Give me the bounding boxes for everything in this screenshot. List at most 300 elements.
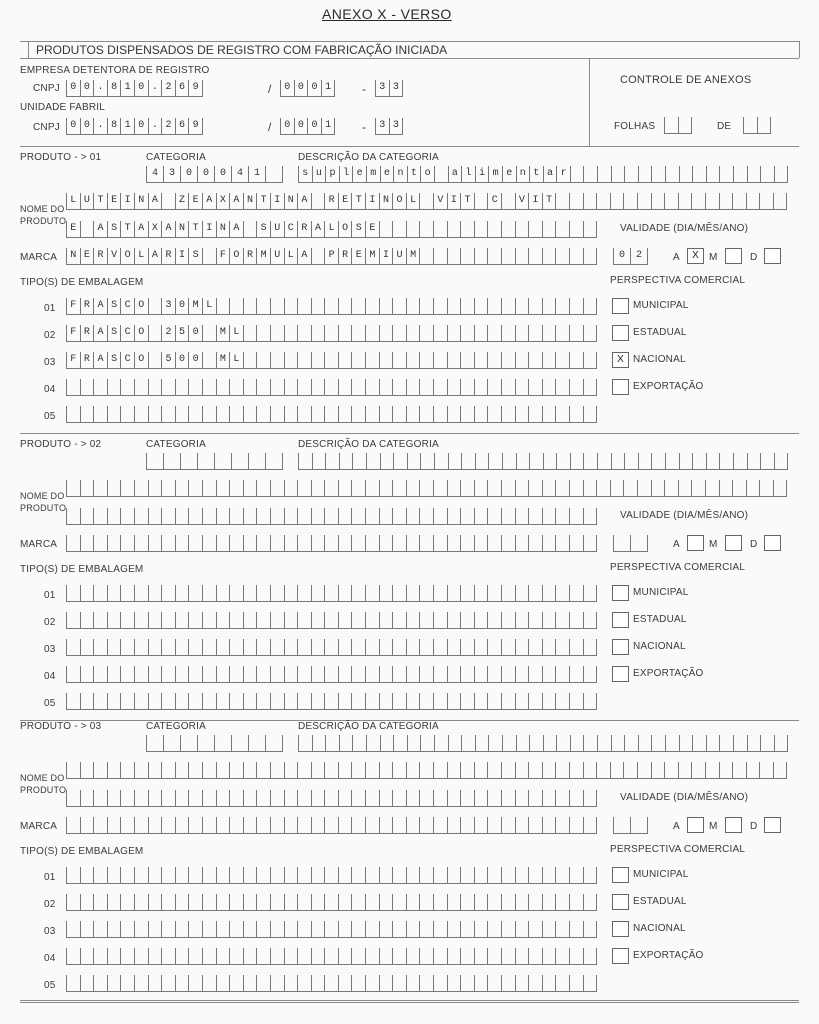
char-cell (474, 535, 488, 552)
embalagem-row-number: 03 (44, 926, 56, 937)
char-cell (297, 379, 311, 396)
char-cell (161, 639, 175, 656)
char-cell (148, 894, 162, 911)
validade-a-label: A (673, 252, 680, 263)
validade-ano-checkbox[interactable] (687, 535, 704, 551)
char-cell (743, 117, 757, 134)
char-cell (433, 535, 447, 552)
char-cell (120, 508, 134, 525)
char-cell (351, 867, 365, 884)
char-cell: V (433, 193, 447, 210)
char-cell: 2 (161, 118, 175, 135)
char-cell (161, 921, 175, 938)
char-cell (134, 693, 148, 710)
char-cell (460, 867, 474, 884)
char-cell (433, 948, 447, 965)
char-cell (705, 762, 719, 779)
char-cell (433, 248, 447, 265)
char-cell (202, 921, 216, 938)
char-cell (447, 379, 461, 396)
char-cell (460, 948, 474, 965)
char-cell: T (188, 221, 202, 238)
char-cell (365, 666, 379, 683)
empresa-cnpj-c[interactable] (375, 80, 403, 97)
nome-field-line2[interactable] (66, 221, 597, 238)
categoria-field[interactable] (146, 735, 283, 752)
char-cell (392, 325, 406, 342)
char-cell (216, 508, 230, 525)
char-cell (460, 666, 474, 683)
char-cell (542, 508, 556, 525)
char-cell (474, 352, 488, 369)
embalagem-field-2[interactable] (66, 612, 597, 629)
char-cell (216, 480, 230, 497)
char-cell (80, 790, 94, 807)
char-cell (161, 975, 175, 992)
char-cell (161, 948, 175, 965)
char-cell (93, 790, 107, 807)
descricao-field[interactable] (298, 453, 788, 470)
char-cell (256, 639, 270, 656)
perspectiva-municipal-checkbox[interactable] (612, 585, 629, 601)
de-field[interactable] (743, 117, 771, 134)
char-cell (487, 948, 501, 965)
folhas-label: FOLHAS (614, 121, 656, 132)
char-cell (107, 693, 121, 710)
descricao-field[interactable] (298, 166, 788, 183)
char-cell (515, 762, 529, 779)
char-cell (570, 735, 584, 752)
char-cell (161, 508, 175, 525)
perspectiva-nacional-label: NACIONAL (633, 923, 686, 934)
char-cell (107, 762, 121, 779)
validade-number-field[interactable] (613, 248, 648, 265)
char-cell (146, 453, 163, 470)
char-cell: T (120, 221, 134, 238)
unidade-cnpj-c[interactable] (375, 118, 403, 135)
perspectiva-nacional-checkbox[interactable] (612, 921, 629, 937)
char-cell (161, 612, 175, 629)
char-cell (243, 817, 257, 834)
char-cell (516, 735, 530, 752)
perspectiva-municipal-checkbox[interactable] (612, 867, 629, 883)
embalagem-field-1[interactable] (66, 298, 597, 315)
char-cell (569, 921, 583, 938)
char-cell (297, 817, 311, 834)
char-cell (93, 508, 107, 525)
char-cell (284, 817, 298, 834)
char-cell (338, 693, 352, 710)
nome-label-1: NOME DO (20, 773, 65, 783)
char-cell (297, 975, 311, 992)
char-cell (265, 735, 282, 752)
char-cell (447, 693, 461, 710)
char-cell (638, 453, 652, 470)
embalagem-field-5[interactable] (66, 406, 597, 423)
char-cell (569, 193, 583, 210)
char-cell (338, 535, 352, 552)
char-cell (311, 975, 325, 992)
nome-field-line2[interactable] (66, 508, 597, 525)
char-cell: N (216, 221, 230, 238)
char-cell (298, 735, 312, 752)
char-cell (691, 480, 705, 497)
char-cell (380, 735, 394, 752)
char-cell (419, 325, 433, 342)
char-cell (679, 166, 693, 183)
char-cell (569, 325, 583, 342)
char-cell (474, 325, 488, 342)
nome-field-line1[interactable] (66, 193, 787, 210)
char-cell (706, 735, 720, 752)
char-cell (120, 535, 134, 552)
char-cell (488, 453, 502, 470)
char-cell: 2 (161, 325, 175, 342)
perspectiva-nacional-checkbox[interactable]: X (612, 352, 629, 368)
perspectiva-municipal-label: MUNICIPAL (633, 869, 689, 880)
char-cell (392, 975, 406, 992)
char-cell (487, 639, 501, 656)
perspectiva-estadual-checkbox[interactable] (612, 894, 629, 910)
embalagem-field-3[interactable] (66, 352, 597, 369)
validade-mes-checkbox[interactable] (725, 248, 742, 264)
char-cell (80, 693, 94, 710)
char-cell (460, 535, 474, 552)
descricao-field[interactable] (298, 735, 788, 752)
char-cell (583, 817, 597, 834)
char-cell: R (80, 325, 94, 342)
char-cell (188, 948, 202, 965)
char-cell (555, 508, 569, 525)
char-cell (270, 867, 284, 884)
embalagem-field-2[interactable] (66, 325, 597, 342)
char-cell (243, 612, 257, 629)
char-cell (611, 453, 625, 470)
marca-field[interactable] (66, 817, 597, 834)
char-cell: 8 (107, 80, 121, 97)
validade-number-field[interactable] (613, 535, 648, 552)
unidade-cnpj-a[interactable] (66, 118, 203, 135)
char-cell (134, 406, 148, 423)
char-cell (528, 921, 542, 938)
categoria-label: CATEGORIA (146, 439, 206, 450)
folhas-field[interactable] (664, 117, 692, 134)
char-cell (515, 867, 529, 884)
char-cell (80, 817, 94, 834)
embalagem-field-1[interactable] (66, 867, 597, 884)
char-cell (583, 193, 597, 210)
validade-a-label: A (673, 539, 680, 550)
char-cell (80, 894, 94, 911)
char-cell: M (365, 248, 379, 265)
char-cell (365, 693, 379, 710)
char-cell (719, 735, 733, 752)
nome-label-1: NOME DO (20, 204, 65, 214)
char-cell: E (188, 193, 202, 210)
char-cell (706, 166, 720, 183)
char-cell (569, 975, 583, 992)
controle-title: CONTROLE DE ANEXOS (620, 74, 752, 86)
embalagem-field-5[interactable] (66, 975, 597, 992)
char-cell: F (66, 352, 80, 369)
char-cell (732, 762, 746, 779)
tipos-label: TIPO(S) DE EMBALAGEM (20, 846, 144, 857)
char-cell (256, 352, 270, 369)
char-cell (528, 975, 542, 992)
char-cell (351, 894, 365, 911)
char-cell (161, 790, 175, 807)
char-cell (759, 193, 773, 210)
char-cell (433, 379, 447, 396)
categoria-field[interactable] (146, 453, 283, 470)
char-cell (284, 535, 298, 552)
char-cell (460, 639, 474, 656)
char-cell (188, 508, 202, 525)
char-cell (66, 406, 80, 423)
validade-dia-checkbox[interactable] (764, 535, 781, 551)
char-cell (406, 639, 420, 656)
char-cell (419, 585, 433, 602)
embalagem-row-number: 03 (44, 357, 56, 368)
perspectiva-municipal-checkbox[interactable] (612, 298, 629, 314)
char-cell: A (297, 193, 311, 210)
char-cell: E (338, 193, 352, 210)
char-cell (515, 352, 529, 369)
char-cell (406, 352, 420, 369)
marca-field[interactable] (66, 248, 597, 265)
categoria-label: CATEGORIA (146, 721, 206, 732)
char-cell (229, 535, 243, 552)
char-cell (270, 921, 284, 938)
char-cell (148, 867, 162, 884)
char-cell (284, 585, 298, 602)
char-cell (555, 975, 569, 992)
char-cell: E (365, 221, 379, 238)
char-cell (705, 193, 719, 210)
char-cell (433, 867, 447, 884)
perspectiva-nacional-checkbox[interactable] (612, 639, 629, 655)
char-cell (719, 166, 733, 183)
char-cell: S (351, 221, 365, 238)
char-cell (256, 762, 270, 779)
char-cell: m (488, 166, 502, 183)
empresa-cnpj-a[interactable] (66, 80, 203, 97)
nome-field-line1[interactable] (66, 762, 787, 779)
validade-ano-checkbox[interactable] (687, 817, 704, 833)
perspectiva-estadual-label: ESTADUAL (633, 614, 687, 625)
char-cell (148, 508, 162, 525)
embalagem-field-2[interactable] (66, 894, 597, 911)
char-cell (175, 535, 189, 552)
char-cell (433, 585, 447, 602)
char-cell (243, 585, 257, 602)
char-cell (447, 585, 461, 602)
char-cell (270, 975, 284, 992)
perspectiva-estadual-checkbox[interactable] (612, 325, 629, 341)
char-cell (188, 762, 202, 779)
char-cell (542, 379, 556, 396)
char-cell (447, 480, 461, 497)
char-cell (433, 612, 447, 629)
char-cell (555, 325, 569, 342)
char-cell (66, 666, 80, 683)
char-cell (324, 352, 338, 369)
char-cell (243, 975, 257, 992)
char-cell (161, 867, 175, 884)
char-cell: U (270, 221, 284, 238)
validade-number-field[interactable] (613, 817, 648, 834)
char-cell (365, 508, 379, 525)
char-cell (365, 948, 379, 965)
char-cell (338, 508, 352, 525)
char-cell (324, 762, 338, 779)
char-cell (66, 535, 80, 552)
empresa-cnpj-b[interactable] (280, 80, 335, 97)
char-cell (555, 921, 569, 938)
char-cell (528, 612, 542, 629)
char-cell (433, 221, 447, 238)
embalagem-field-5[interactable] (66, 693, 597, 710)
char-cell: O (229, 248, 243, 265)
validade-mes-checkbox[interactable] (725, 535, 742, 551)
char-cell (338, 298, 352, 315)
char-cell (433, 639, 447, 656)
char-cell (773, 480, 787, 497)
char-cell (528, 817, 542, 834)
char-cell (613, 535, 630, 552)
validade-mes-checkbox[interactable] (725, 817, 742, 833)
char-cell (338, 352, 352, 369)
char-cell (706, 453, 720, 470)
char-cell (555, 693, 569, 710)
unidade-cnpj-b[interactable] (280, 118, 335, 135)
validade-dia-checkbox[interactable] (764, 817, 781, 833)
categoria-field[interactable] (146, 166, 283, 183)
marca-field[interactable] (66, 535, 597, 552)
char-cell (542, 406, 556, 423)
char-cell (747, 453, 761, 470)
char-cell (569, 298, 583, 315)
char-cell (161, 535, 175, 552)
char-cell (630, 817, 647, 834)
char-cell (379, 406, 393, 423)
char-cell (392, 666, 406, 683)
embalagem-field-4[interactable] (66, 666, 597, 683)
char-cell (229, 612, 243, 629)
char-cell (542, 817, 556, 834)
char-cell (338, 406, 352, 423)
char-cell (66, 867, 80, 884)
char-cell (556, 453, 570, 470)
char-cell (583, 894, 597, 911)
perspectiva-estadual-checkbox[interactable] (612, 612, 629, 628)
perspectiva-municipal-label: MUNICIPAL (633, 587, 689, 598)
char-cell (419, 921, 433, 938)
char-cell: e (502, 166, 516, 183)
char-cell: R (161, 248, 175, 265)
validade-ano-checkbox[interactable]: X (687, 248, 704, 264)
char-cell (515, 693, 529, 710)
char-cell (284, 867, 298, 884)
char-cell (284, 379, 298, 396)
char-cell (407, 453, 421, 470)
char-cell (501, 379, 515, 396)
char-cell (569, 693, 583, 710)
char-cell (569, 406, 583, 423)
char-cell: 3 (161, 298, 175, 315)
embalagem-field-3[interactable] (66, 921, 597, 938)
validade-dia-checkbox[interactable] (764, 248, 781, 264)
perspectiva-exportacao-checkbox[interactable] (612, 379, 629, 395)
perspectiva-nacional-label: NACIONAL (633, 354, 686, 365)
char-cell (528, 762, 542, 779)
char-cell: A (134, 221, 148, 238)
char-cell (583, 921, 597, 938)
char-cell (637, 193, 651, 210)
char-cell (311, 639, 325, 656)
char-cell (216, 612, 230, 629)
embalagem-field-1[interactable] (66, 585, 597, 602)
char-cell: 3 (375, 80, 389, 97)
char-cell (665, 166, 679, 183)
char-cell (773, 193, 787, 210)
char-cell (542, 666, 556, 683)
char-cell (324, 406, 338, 423)
char-cell (542, 921, 556, 938)
char-cell (447, 535, 461, 552)
char-cell (229, 790, 243, 807)
embalagem-field-4[interactable] (66, 948, 597, 965)
char-cell (392, 762, 406, 779)
char-cell (284, 762, 298, 779)
char-cell (256, 535, 270, 552)
char-cell (447, 921, 461, 938)
char-cell (379, 535, 393, 552)
char-cell (528, 298, 542, 315)
char-cell (202, 379, 216, 396)
char-cell (679, 735, 693, 752)
perspectiva-exportacao-checkbox[interactable] (612, 948, 629, 964)
char-cell (433, 762, 447, 779)
char-cell: 0 (294, 80, 308, 97)
char-cell (351, 666, 365, 683)
char-cell: O (134, 325, 148, 342)
char-cell (433, 921, 447, 938)
nome-field-line1[interactable] (66, 480, 787, 497)
char-cell (447, 639, 461, 656)
char-cell (324, 975, 338, 992)
char-cell (134, 867, 148, 884)
char-cell (188, 666, 202, 683)
char-cell (392, 508, 406, 525)
char-cell (80, 948, 94, 965)
char-cell (107, 612, 121, 629)
char-cell: M (188, 298, 202, 315)
char-cell (134, 666, 148, 683)
perspectiva-exportacao-checkbox[interactable] (612, 666, 629, 682)
char-cell (134, 894, 148, 911)
char-cell (120, 975, 134, 992)
char-cell (175, 666, 189, 683)
char-cell (324, 535, 338, 552)
embalagem-field-3[interactable] (66, 639, 597, 656)
char-cell (419, 193, 433, 210)
char-cell (392, 894, 406, 911)
char-cell (161, 379, 175, 396)
nome-field-line2[interactable] (66, 790, 597, 807)
char-cell (256, 790, 270, 807)
embalagem-field-4[interactable] (66, 379, 597, 396)
